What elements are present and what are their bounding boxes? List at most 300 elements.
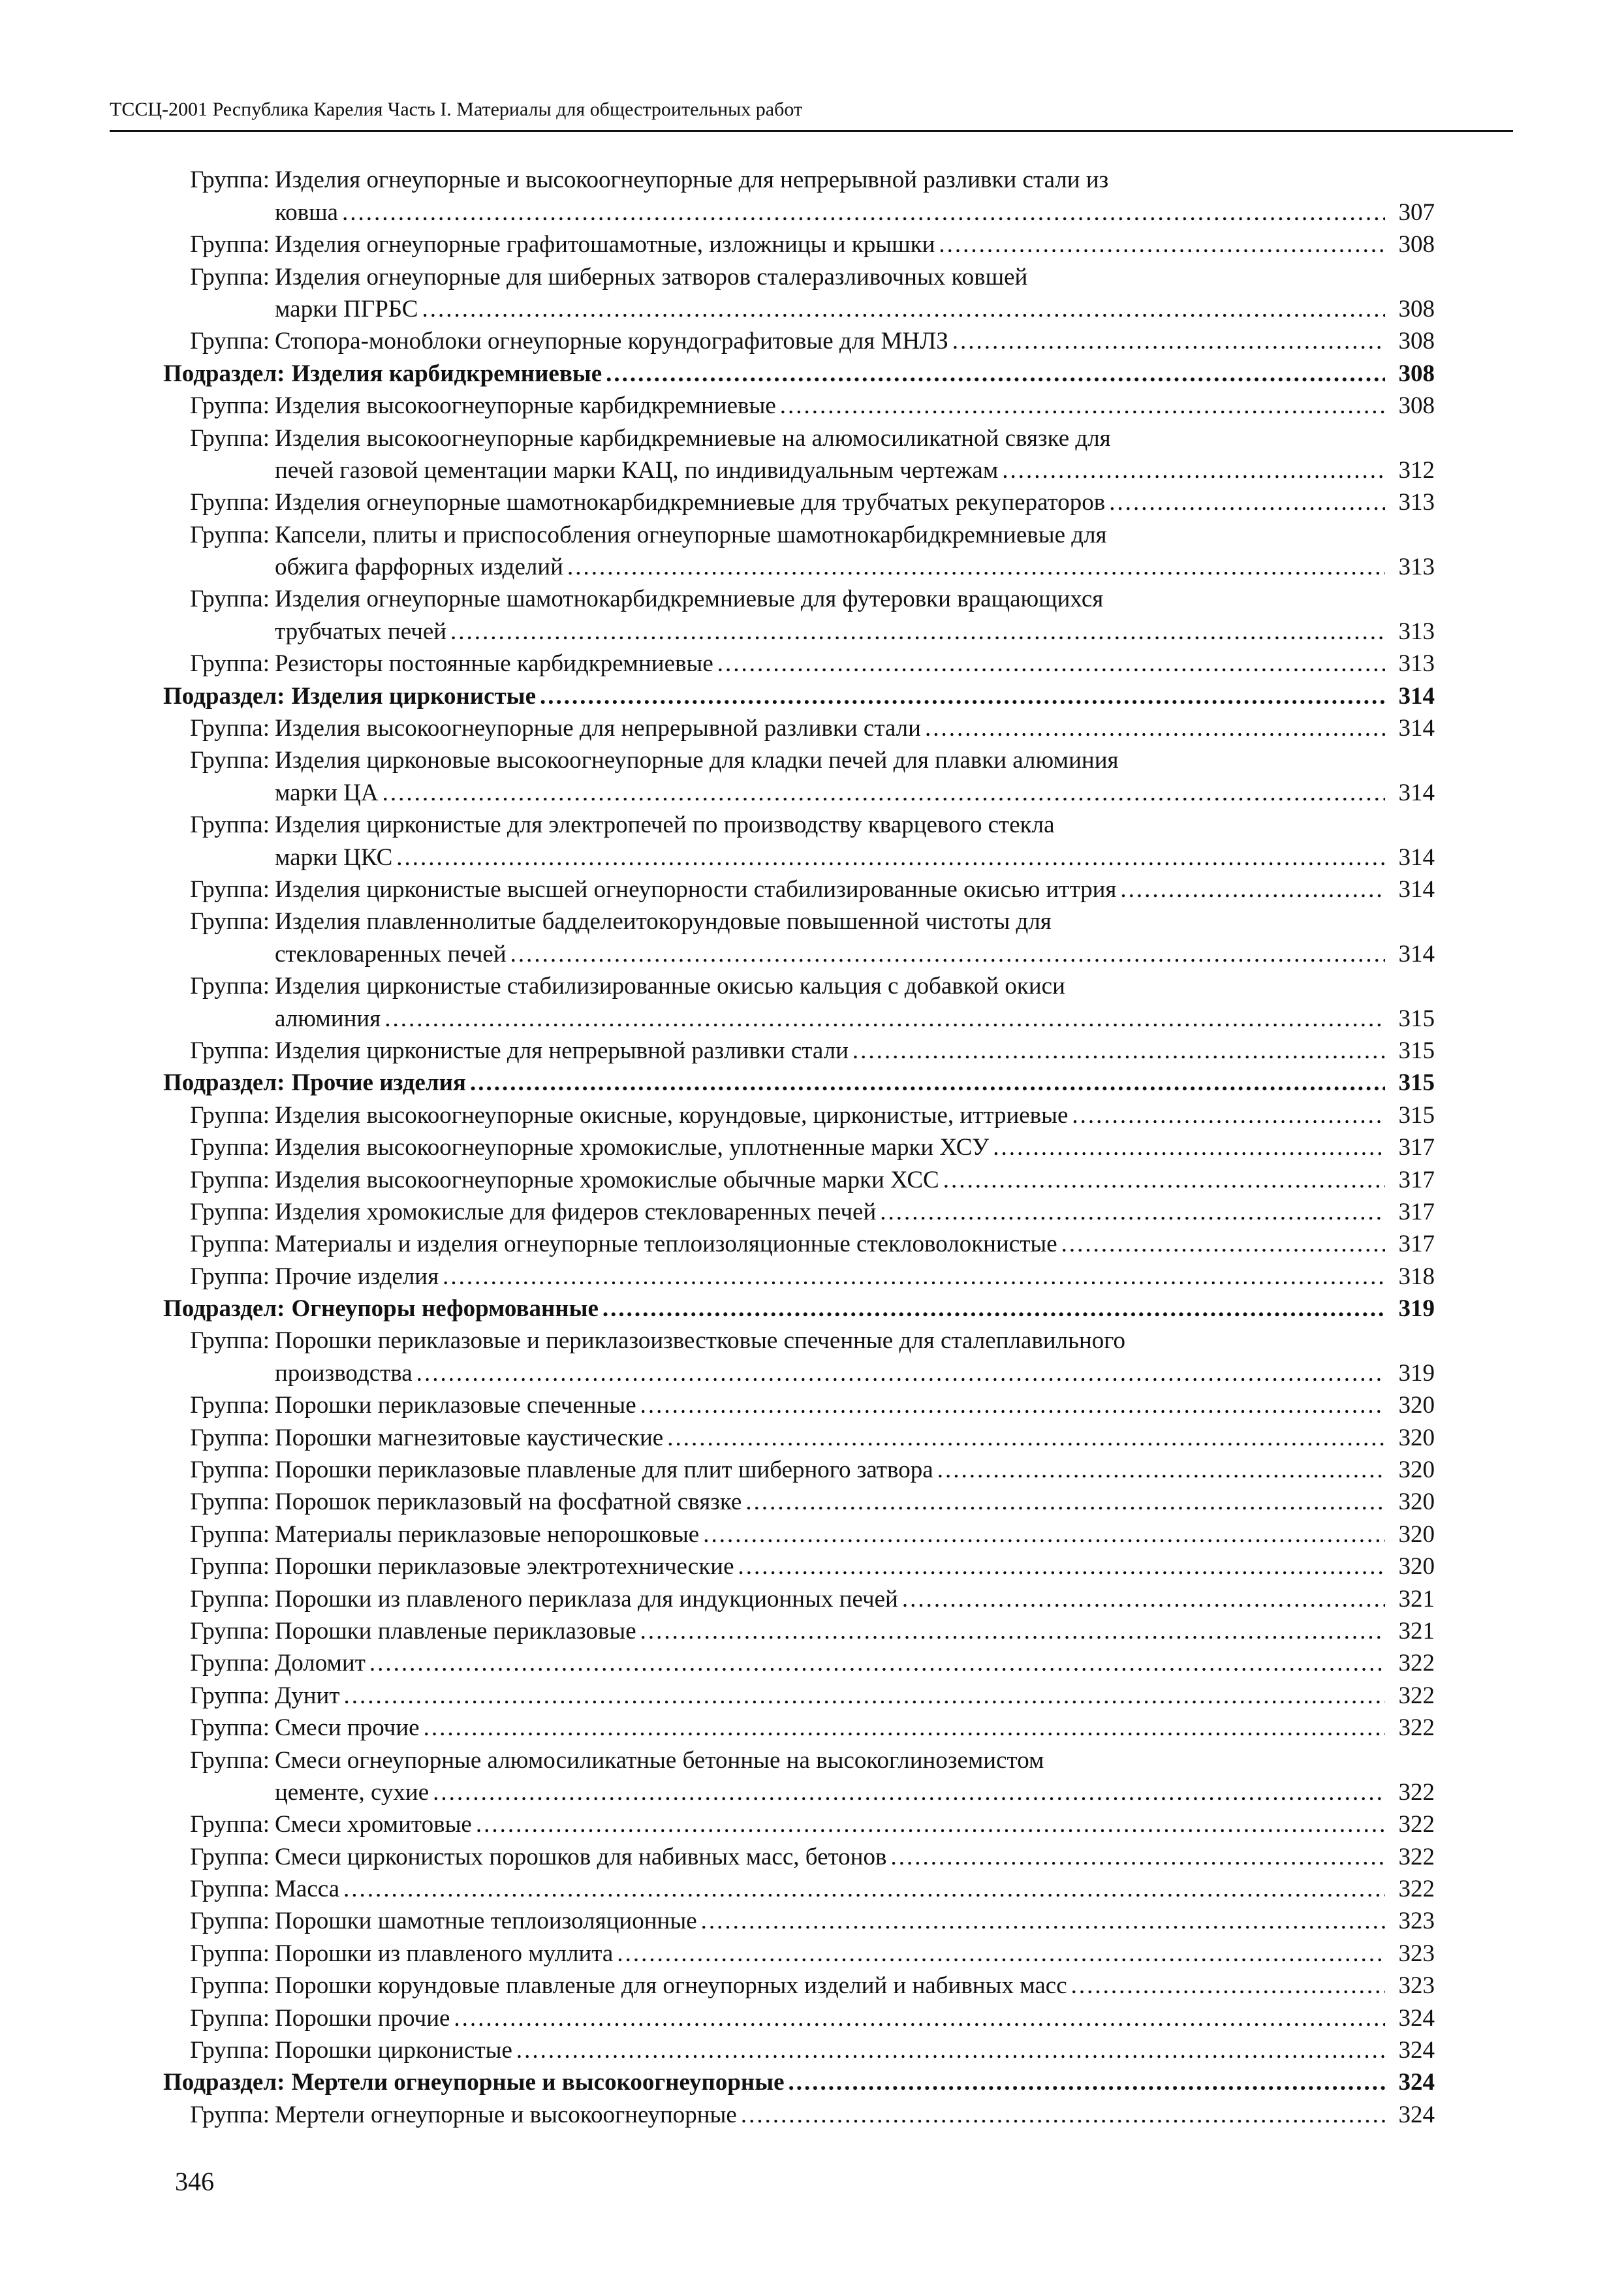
group-title: Капсели, плиты и приспособления огнеупорные шамотнокарбидкремниевые для (275, 521, 1107, 548)
dot-leader (567, 553, 1385, 581)
page-reference: 324 (1398, 2101, 1435, 2128)
toc-group-entry (110, 1516, 1435, 1548)
toc-line (110, 2032, 1435, 2064)
group-title: трубчатых печей (275, 618, 447, 645)
dot-leader (454, 2004, 1385, 2032)
page-reference: 324 (1398, 2037, 1435, 2064)
group-title: Изделия высокоогнеупорные хромокислые, уплотненные марки ХСУ (275, 1134, 990, 1161)
toc-line (110, 291, 1435, 323)
toc-group-entry (110, 646, 1435, 678)
section-title: Мертели огнеупорные и высокоогнеупорные (291, 2069, 785, 2096)
group-title: Смеси цирконистых порошков для набивных масс, бетонов (275, 1843, 887, 1870)
dot-leader (640, 1617, 1385, 1645)
dot-leader (745, 1488, 1385, 1516)
toc-line (110, 1065, 1435, 1097)
toc-line (110, 581, 1435, 613)
toc-group-entry (110, 162, 1435, 227)
section-label: Подраздел: (163, 360, 285, 387)
group-label: Группа: (190, 166, 270, 194)
toc-line (110, 1645, 1435, 1677)
dot-leader (939, 230, 1385, 259)
group-title: Изделия высокоогнеупорные хромокислые обычные марки ХСС (275, 1166, 939, 1193)
page-reference: 321 (1398, 1617, 1435, 1645)
group-label: Группа: (190, 1617, 270, 1645)
group-label: Группа: (190, 1392, 270, 1419)
page-reference: 320 (1398, 1456, 1435, 1484)
dot-leader (952, 327, 1385, 355)
header-rule (110, 130, 1513, 132)
toc-line (110, 420, 1435, 452)
group-title: алюминия (275, 1005, 381, 1032)
group-label: Группа: (190, 1198, 270, 1225)
toc-group-entry (110, 227, 1435, 259)
page-reference: 320 (1398, 1392, 1435, 1419)
page-reference: 313 (1398, 489, 1435, 516)
group-title: Изделия цирконистые для электропечей по производству кварцевого стекла (275, 811, 1055, 839)
page-reference: 317 (1398, 1231, 1435, 1258)
group-label: Группа: (190, 1456, 270, 1484)
toc-line (110, 742, 1435, 774)
toc-line (110, 1677, 1435, 1709)
toc-line (110, 452, 1435, 484)
group-label: Группа: (190, 1972, 270, 2000)
page-reference: 317 (1398, 1134, 1435, 1161)
group-label: Группа: (190, 263, 270, 291)
toc-line (110, 1871, 1435, 1903)
page-reference: 323 (1398, 1972, 1435, 2000)
toc-line (110, 968, 1435, 1000)
group-label: Группа: (190, 1134, 270, 1161)
group-label: Группа: (190, 328, 270, 355)
toc-line (110, 388, 1435, 420)
page-reference: 323 (1398, 1908, 1435, 1935)
page-reference: 314 (1398, 779, 1435, 806)
toc-line (110, 2000, 1435, 2032)
page-reference: 323 (1398, 1940, 1435, 1967)
toc-line (110, 162, 1435, 194)
running-header: ТССЦ-2001 Республика Карелия Часть I. Материалы для общестроительных работ (110, 99, 803, 120)
group-label: Группа: (190, 1037, 270, 1064)
dot-leader (342, 198, 1385, 227)
group-title: Дунит (275, 1682, 340, 1709)
dot-leader (396, 843, 1385, 872)
group-label: Группа: (190, 1327, 270, 1355)
page-reference: 317 (1398, 1198, 1435, 1225)
toc-section-entry (110, 678, 1435, 710)
page-reference: 322 (1398, 1650, 1435, 1677)
toc-line (110, 1516, 1435, 1548)
page-reference: 315 (1398, 1069, 1435, 1097)
toc-group-entry (110, 581, 1435, 646)
group-label: Группа: (190, 1520, 270, 1548)
group-title: Изделия высокоогнеупорные для непрерывной разливки стали (275, 715, 921, 742)
group-title: печей газовой цементации марки КАЦ, по индивидуальным чертежам (275, 456, 999, 484)
group-label: Группа: (190, 715, 270, 742)
group-label: Группа: (190, 424, 270, 452)
page-reference: 318 (1398, 1263, 1435, 1290)
group-title: Порошки корундовые плавленые для огнеупорных изделий и набивных масс (275, 1972, 1067, 2000)
page-reference: 314 (1398, 843, 1435, 871)
group-title: Изделия цирконовые высокоогнеупорные для кладки печей для плавки алюминия (275, 747, 1119, 774)
group-title: Порошки периклазовые плавленые для плит шиберного затвора (275, 1456, 933, 1484)
page-number: 346 (175, 2167, 214, 2196)
group-title: Смеси хромитовые (275, 1811, 472, 1838)
toc-line (110, 516, 1435, 548)
toc-group-entry (110, 2000, 1435, 2032)
group-label: Группа: (190, 1650, 270, 1677)
group-title: Порошки периклазовые спеченные (275, 1392, 636, 1419)
group-label: Группа: (190, 908, 270, 936)
group-title: Изделия высокоогнеупорные карбидкремниевые на алюмосиликатной связке для (275, 424, 1111, 452)
group-title: Изделия высокоогнеупорные карбидкремниевые (275, 392, 776, 420)
dot-leader (617, 1940, 1385, 1968)
group-title: Порошки шамотные теплоизоляционные (275, 1908, 697, 1935)
dot-leader (344, 1682, 1385, 1710)
dot-leader (902, 1585, 1385, 1613)
toc-group-entry (110, 1387, 1435, 1419)
toc-section-entry (110, 1065, 1435, 1097)
toc-line (110, 2096, 1435, 2128)
section-title: Изделия карбидкремниевые (291, 360, 602, 387)
dot-leader (422, 295, 1385, 323)
section-title: Огнеупоры неформованные (291, 1295, 599, 1323)
page-reference: 320 (1398, 1553, 1435, 1581)
toc-group-entry (110, 1935, 1435, 1967)
page-reference: 322 (1398, 1811, 1435, 1838)
page-reference: 319 (1398, 1295, 1435, 1323)
toc-group-entry (110, 1097, 1435, 1129)
toc-line (110, 1581, 1435, 1613)
dot-leader (703, 1520, 1385, 1549)
page-reference: 321 (1398, 1585, 1435, 1613)
dot-leader (369, 1649, 1385, 1677)
group-label: Группа: (190, 1263, 270, 1290)
dot-leader (717, 650, 1385, 678)
page-reference: 314 (1398, 682, 1435, 710)
group-title: Порошки плавленые периклазовые (275, 1617, 636, 1645)
dot-leader (424, 1714, 1385, 1742)
page-reference: 308 (1398, 231, 1435, 259)
toc-group-entry (110, 872, 1435, 904)
toc-line (110, 1226, 1435, 1258)
group-label: Группа: (190, 1231, 270, 1258)
toc-group-entry (110, 1871, 1435, 1903)
group-title: Материалы и изделия огнеупорные теплоизоляционные стекловолокнистые (275, 1231, 1057, 1258)
toc-group-entry (110, 1033, 1435, 1065)
page-reference: 315 (1398, 1101, 1435, 1129)
page-reference: 314 (1398, 940, 1435, 968)
group-label: Группа: (190, 2101, 270, 2128)
group-title: Масса (275, 1876, 340, 1903)
toc-line (110, 1903, 1435, 1935)
dot-leader (476, 1810, 1385, 1838)
toc-line (110, 807, 1435, 839)
toc-line (110, 1968, 1435, 2000)
section-label: Подраздел: (163, 2069, 285, 2096)
group-label: Группа: (190, 489, 270, 516)
dot-leader (1120, 875, 1385, 904)
page-reference: 324 (1398, 2004, 1435, 2032)
toc-line (110, 1549, 1435, 1581)
toc-group-entry (110, 1161, 1435, 1193)
toc-group-entry (110, 259, 1435, 323)
group-label: Группа: (190, 1101, 270, 1129)
section-title: Изделия цирконистые (291, 682, 536, 710)
toc-line (110, 355, 1435, 387)
group-label: Группа: (190, 973, 270, 1000)
group-label: Группа: (190, 2004, 270, 2032)
toc-group-entry (110, 807, 1435, 872)
toc-line (110, 1355, 1435, 1387)
toc-section-entry (110, 2064, 1435, 2096)
page-reference: 322 (1398, 1714, 1435, 1742)
toc-group-entry (110, 484, 1435, 516)
group-title: Порошки периклазовые и периклазоизвестковые спеченные для сталеплавильного (275, 1327, 1126, 1355)
group-title: Изделия высокоогнеупорные окисные, корундовые, цирконистые, иттриевые (275, 1101, 1069, 1129)
group-title: Смеси огнеупорные алюмосиликатные бетонные на высокоглиноземистом (275, 1746, 1044, 1774)
dot-leader (343, 1875, 1385, 1903)
group-label: Группа: (190, 1746, 270, 1774)
toc-group-entry (110, 742, 1435, 807)
toc-group-entry (110, 1452, 1435, 1484)
dot-leader (852, 1037, 1385, 1065)
group-title: Порошок периклазовый на фосфатной связке (275, 1488, 742, 1516)
toc-line (110, 1097, 1435, 1129)
toc-line (110, 1484, 1435, 1516)
group-title: стекловаренных печей (275, 940, 507, 968)
section-label: Подраздел: (163, 1295, 285, 1323)
page-reference: 322 (1398, 1682, 1435, 1709)
dot-leader (937, 1456, 1385, 1484)
toc-group-entry (110, 323, 1435, 355)
group-title: Порошки периклазовые электротехнические (275, 1553, 734, 1581)
toc-group-entry (110, 904, 1435, 968)
group-label: Группа: (190, 1811, 270, 1838)
section-label: Подраздел: (163, 682, 285, 710)
group-title: Изделия цирконистые высшей огнеупорности стабилизированные окисью иттрия (275, 875, 1117, 903)
toc-line (110, 1935, 1435, 1967)
dot-leader (1072, 1101, 1385, 1129)
toc-section-entry (110, 355, 1435, 387)
dot-leader (993, 1133, 1385, 1161)
toc-group-entry (110, 1613, 1435, 1645)
dot-leader (890, 1843, 1385, 1871)
group-label: Группа: (190, 875, 270, 903)
group-title: марки ПГРБС (275, 295, 418, 323)
toc-group-entry (110, 516, 1435, 581)
toc-group-entry (110, 2096, 1435, 2128)
dot-leader (443, 1263, 1385, 1291)
group-label: Группа: (190, 1714, 270, 1742)
group-title: Порошки из плавленого периклаза для индукционных печей (275, 1585, 898, 1613)
dot-leader (433, 1778, 1385, 1806)
toc-section-entry (110, 1291, 1435, 1323)
toc-line (110, 259, 1435, 291)
group-label: Группа: (190, 1585, 270, 1613)
toc-group-entry (110, 1710, 1435, 1742)
toc-group-entry (110, 1903, 1435, 1935)
group-title: Изделия огнеупорные графитошамотные, изложницы и крышки (275, 231, 935, 259)
toc-group-entry (110, 1677, 1435, 1709)
group-title: Порошки цирконистые (275, 2037, 512, 2064)
toc-line (110, 1258, 1435, 1290)
dot-leader (701, 1907, 1385, 1935)
dot-leader (741, 2101, 1385, 2129)
group-title: марки ЦКС (275, 843, 393, 871)
toc-line (110, 1000, 1435, 1032)
page-reference: 320 (1398, 1488, 1435, 1516)
toc-line (110, 1323, 1435, 1355)
dot-leader (470, 1069, 1385, 1097)
group-title: Изделия плавленнолитые бадделеитокорундовые повышенной чистоты для (275, 908, 1052, 936)
toc-group-entry (110, 1742, 1435, 1806)
toc-group-entry (110, 1194, 1435, 1226)
group-title: Порошки прочие (275, 2004, 450, 2032)
group-label: Группа: (190, 392, 270, 420)
toc-line (110, 710, 1435, 742)
group-label: Группа: (190, 811, 270, 839)
page-reference: 320 (1398, 1520, 1435, 1548)
dot-leader (384, 1005, 1385, 1033)
group-label: Группа: (190, 1843, 270, 1870)
dot-leader (1071, 1972, 1385, 2000)
dot-leader (510, 940, 1385, 968)
dot-leader (1002, 456, 1385, 484)
toc-line (110, 194, 1435, 226)
dot-leader (925, 714, 1385, 742)
dot-leader (880, 1198, 1385, 1226)
toc-line (110, 1742, 1435, 1774)
group-label: Группа: (190, 1166, 270, 1193)
toc-group-entry (110, 420, 1435, 484)
dot-leader (780, 392, 1385, 420)
toc-line (110, 1033, 1435, 1065)
group-title: Изделия хромокислые для фидеров стекловаренных печей (275, 1198, 877, 1225)
toc-line (110, 1806, 1435, 1838)
dot-leader (540, 682, 1385, 710)
group-title: Порошки магнезитовые каустические (275, 1424, 664, 1451)
group-label: Группа: (190, 650, 270, 678)
group-title: Резисторы постоянные карбидкремниевые (275, 650, 713, 678)
group-title: цементе, сухие (275, 1778, 429, 1806)
group-label: Группа: (190, 1908, 270, 1935)
toc-line (110, 774, 1435, 806)
group-label: Группа: (190, 1553, 270, 1581)
toc-line (110, 1710, 1435, 1742)
page-reference: 314 (1398, 715, 1435, 742)
group-label: Группа: (190, 1424, 270, 1451)
dot-leader (602, 1295, 1385, 1323)
group-label: Группа: (190, 1940, 270, 1967)
group-title: обжига фарфорных изделий (275, 554, 563, 581)
dot-leader (450, 618, 1385, 646)
group-label: Группа: (190, 747, 270, 774)
dot-leader (383, 779, 1385, 807)
dot-leader (640, 1391, 1385, 1419)
group-title: Изделия цирконистые для непрерывной разливки стали (275, 1037, 849, 1064)
group-title: марки ЦА (275, 779, 379, 806)
group-title: Изделия огнеупорные и высокоогнеупорные для непрерывной разливки стали из (275, 166, 1109, 194)
toc-line (110, 1387, 1435, 1419)
group-label: Группа: (190, 521, 270, 548)
toc-line (110, 1194, 1435, 1226)
page-reference: 312 (1398, 456, 1435, 484)
toc-line (110, 1838, 1435, 1870)
toc-line (110, 678, 1435, 710)
page-reference: 308 (1398, 360, 1435, 387)
toc-line (110, 227, 1435, 259)
toc-line (110, 2064, 1435, 2096)
page-reference: 308 (1398, 295, 1435, 323)
group-title: Изделия огнеупорные шамотнокарбидкремниевые для трубчатых рекуператоров (275, 489, 1106, 516)
toc-line (110, 904, 1435, 936)
toc-group-entry (110, 1226, 1435, 1258)
toc-line (110, 936, 1435, 968)
group-label: Группа: (190, 231, 270, 259)
dot-leader (1061, 1230, 1385, 1258)
toc-group-entry (110, 1645, 1435, 1677)
toc-line (110, 1129, 1435, 1161)
toc-group-entry (110, 1838, 1435, 1870)
table-of-contents (110, 162, 1435, 2129)
section-label: Подраздел: (163, 1069, 285, 1097)
toc-line (110, 1161, 1435, 1193)
page-reference: 307 (1398, 198, 1435, 226)
group-label: Группа: (190, 2037, 270, 2064)
toc-group-entry (110, 1323, 1435, 1387)
page-reference: 319 (1398, 1359, 1435, 1387)
toc-group-entry (110, 1129, 1435, 1161)
page-reference: 308 (1398, 392, 1435, 420)
page-reference: 320 (1398, 1424, 1435, 1451)
group-title: Изделия огнеупорные для шиберных затворов сталеразливочных ковшей (275, 263, 1028, 291)
page-reference: 314 (1398, 875, 1435, 903)
group-title: Доломит (275, 1650, 366, 1677)
group-title: Стопора-моноблоки огнеупорные корундографитовые для МНЛЗ (275, 328, 948, 355)
group-title: Материалы периклазовые непорошковые (275, 1520, 700, 1548)
toc-line (110, 839, 1435, 871)
group-title: Мертели огнеупорные и высокоогнеупорные (275, 2101, 737, 2128)
group-title: Прочие изделия (275, 1263, 439, 1290)
page-reference: 317 (1398, 1166, 1435, 1193)
toc-group-entry (110, 1549, 1435, 1581)
toc-line (110, 1613, 1435, 1645)
toc-group-entry (110, 1968, 1435, 2000)
group-title: Изделия огнеупорные шамотнокарбидкремниевые для футеровки вращающихся (275, 586, 1104, 613)
page-reference: 324 (1398, 2069, 1435, 2096)
toc-group-entry (110, 1484, 1435, 1516)
toc-group-entry (110, 2032, 1435, 2064)
dot-leader (738, 1552, 1385, 1581)
group-title: Порошки из плавленого муллита (275, 1940, 614, 1967)
page-reference: 322 (1398, 1778, 1435, 1806)
dot-leader (416, 1359, 1385, 1387)
dot-leader (516, 2036, 1385, 2064)
toc-line (110, 1774, 1435, 1806)
page-reference: 313 (1398, 650, 1435, 678)
dot-leader (1109, 488, 1385, 516)
page-reference: 313 (1398, 554, 1435, 581)
toc-group-entry (110, 968, 1435, 1033)
group-label: Группа: (190, 1682, 270, 1709)
group-label: Группа: (190, 1488, 270, 1516)
group-title: Смеси прочие (275, 1714, 420, 1742)
group-title: ковша (275, 198, 338, 226)
dot-leader (789, 2068, 1385, 2096)
toc-group-entry (110, 1806, 1435, 1838)
page-reference: 315 (1398, 1037, 1435, 1064)
page-reference: 322 (1398, 1843, 1435, 1870)
